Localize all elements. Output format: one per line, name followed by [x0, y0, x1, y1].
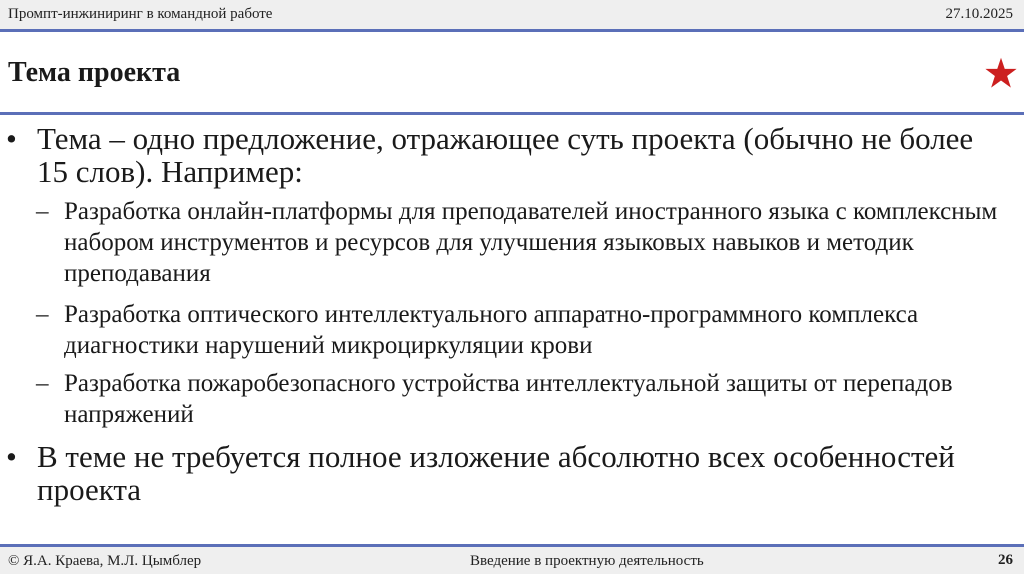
star-icon [984, 56, 1018, 90]
title-divider [0, 112, 1024, 115]
slide-title: Тема проекта [8, 57, 181, 88]
page-number: 26 [998, 552, 1013, 568]
sub-bullet-text: Разработка пожаробезопасного устройства интеллектуальной защиты от перепадов напряжений [64, 370, 953, 428]
header-divider [0, 29, 1024, 32]
bullet-marker: • [6, 439, 17, 474]
bullet-text: В теме не требуется полное изложение абсолютно всех особенностей проекта [37, 439, 955, 507]
footer-authors: © Я.А. Краева, М.Л. Цымблер [8, 553, 202, 569]
course-title: Промпт-инжиниринг в командной работе [8, 6, 273, 22]
header-bar [0, 0, 1024, 29]
slide-date: 27.10.2025 [945, 6, 1013, 22]
bullet-marker: • [6, 121, 17, 156]
sub-bullet-marker: – [36, 370, 49, 397]
bullet-text: Тема – одно предложение, отражающее суть проекта (обычно не более 15 слов). Например: [37, 121, 974, 189]
sub-bullet-text: Разработка онлайн-платформы для преподавателей иностранного языка с комплексным набором инструментов и ресурсов для улучшения языковых навыков и методик преподавания [64, 198, 998, 287]
sub-bullet-marker: – [36, 301, 49, 328]
sub-bullet-marker: – [36, 198, 49, 225]
footer-bar [0, 547, 1024, 574]
footer-course-name: Введение в проектную деятельность [470, 553, 704, 569]
sub-bullet-text: Разработка оптического интеллектуального аппаратно-программного комплекса диагностики нарушений микроциркуляции крови [64, 301, 919, 359]
